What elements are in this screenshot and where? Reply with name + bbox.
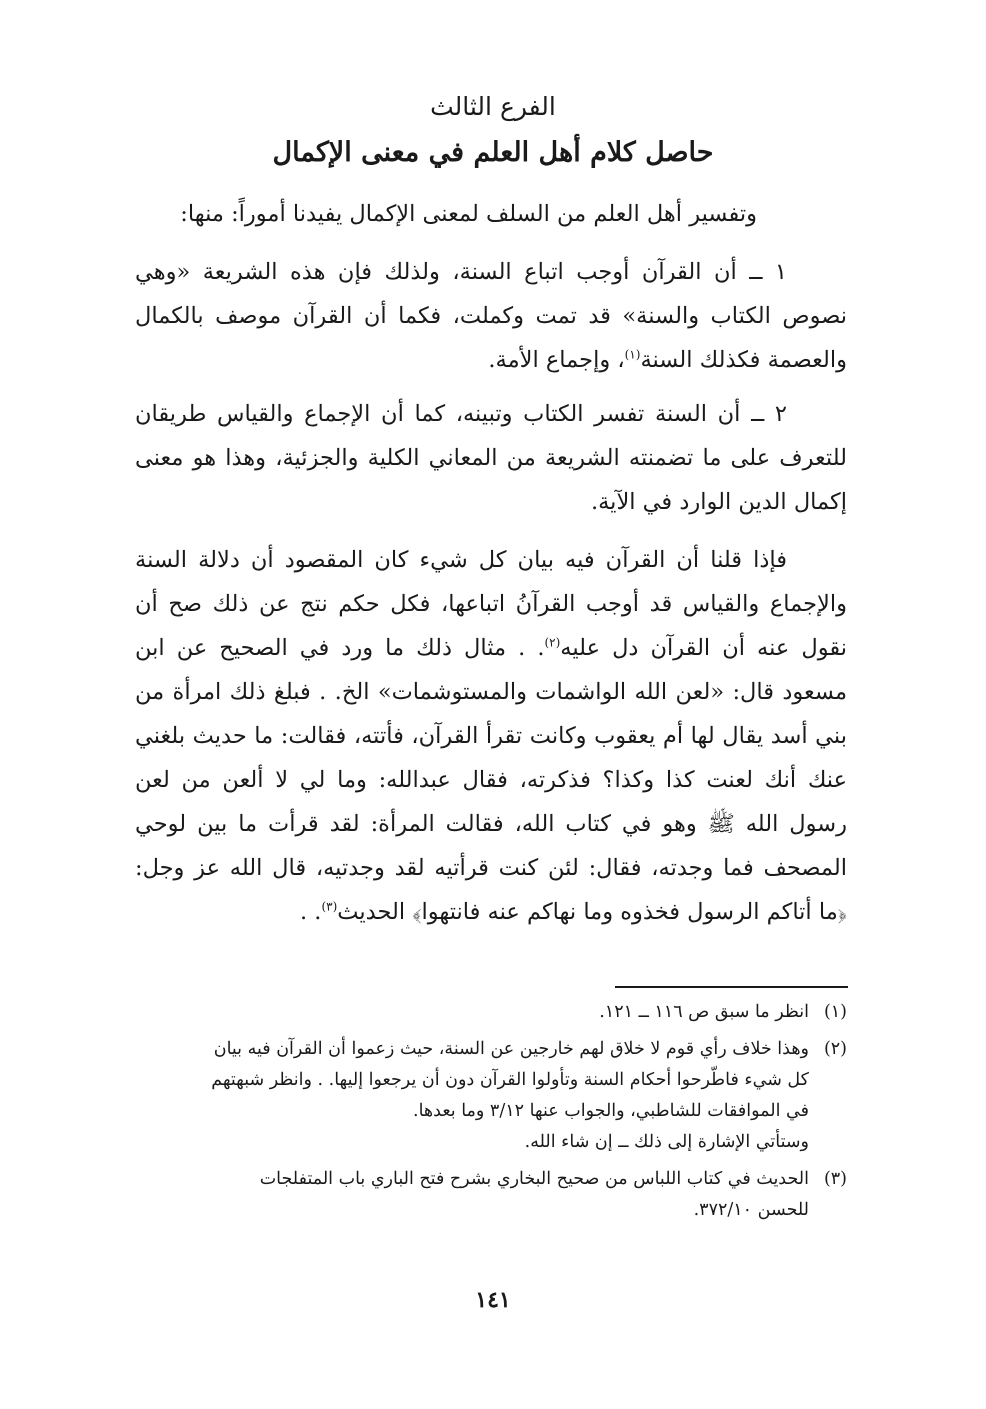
footnote-ref-2: (٢) xyxy=(544,635,561,650)
section-label: الفرع الثالث xyxy=(430,92,556,121)
paragraph-3 xyxy=(135,538,847,934)
footnote-1 xyxy=(135,997,847,1028)
paragraph-1 xyxy=(135,250,847,382)
footnote-3 xyxy=(135,1164,847,1226)
footnote-2 xyxy=(135,1034,847,1158)
footnote-line: للحسن ٣٧٢/١٠. xyxy=(693,1200,809,1220)
paragraph-3-text-a: فإذا قلنا أن القرآن فيه بيان كل شيء كان المقصود أن دلالة السنة والإجماع والقياس قد أوجب القرآنُ اتباعها، فكل حكم نتج عن ذلك صح أن نقول عنه أن القرآن دل عليه xyxy=(135,547,847,661)
footnote-line: انظر ما سبق ص ١١٦ ــ ١٢١. xyxy=(599,1002,809,1022)
footnote-line: كل شيء فاطّرحوا أحكام السنة وتأولوا القرآن دون أن يرجعوا إليها. . وانظر شبهتهم xyxy=(211,1070,809,1090)
footnote-separator xyxy=(615,986,848,988)
paragraph-1-text: ١ ــ أن القرآن أوجب اتباع السنة، ولذلك فإن هذه الشريعة «وهي نصوص الكتاب والسنة» قد تمت وكملت، فكما أن القرآن موصف بالكمال والعصمة فكذلك السنة xyxy=(135,259,847,373)
paragraph-2: ٢ ــ أن السنة تفسر الكتاب وتبينه، كما أن الإجماع والقياس طريقان للتعرف على ما تضمنته الشريعة من المعاني الكلية والجزئية، وهذا هو معنى إكمال الدين الوارد في الآية. xyxy=(135,401,847,515)
footnote-ref-1: (١) xyxy=(624,347,641,362)
chapter-heading: حاصل كلام أهل العلم في معنى الإكمال xyxy=(272,137,714,168)
footnote-ref-3: (٣) xyxy=(321,899,338,914)
footnote-number: (٣) xyxy=(823,1169,847,1189)
intro-paragraph: وتفسير أهل العلم من السلف لمعنى الإكمال يفيدنا أموراً: منها: xyxy=(180,201,757,227)
footnote-number: (١) xyxy=(823,1002,847,1022)
page-number: ١٤١ xyxy=(475,1287,511,1313)
footnote-line: الحديث في كتاب اللباس من صحيح البخاري بشرح فتح الباري باب المتفلجات xyxy=(259,1169,809,1189)
paragraph-3-text-b: . . مثال ذلك ما ورد في الصحيح عن ابن مسعود قال: «لعن الله الواشمات والمستوشمات» الخ. . فبلغ ذلك امرأة من بني أسد يقال لها أم يعقوب وكانت تقرأ القرآن، فأتته، فقالت: ما حديث بلغني عنك أنك لعنت كذا وكذا؟ فذكرته، فقال عبدالله: وما لي لا ألعن من لعن رسول الله ﷺ وهو في كتاب الله، فقالت المرأة: لقد قرأت ما بين لوحي المصحف فما وجدته، فقال: لئن كنت قرأتيه لقد وجدتيه، قال الله عز وجل: ﴿ما أتاكم الرسول فخذوه وما نهاكم عنه فانتهوا﴾ الحديث xyxy=(135,635,847,925)
footnote-line: وهذا خلاف رأي قوم لا خلاق لهم خارجين عن السنة، حيث زعموا أن القرآن فيه بيان xyxy=(213,1039,809,1059)
footnotes xyxy=(135,997,847,1226)
footnote-line: في الموافقات للشاطبي، والجواب عنها ٣/١٢ وما بعدها. xyxy=(413,1101,809,1121)
footnote-line: وستأتي الإشارة إلى ذلك ــ إن شاء الله. xyxy=(524,1132,809,1152)
footnote-number: (٢) xyxy=(823,1039,847,1059)
paragraph-3-text-c: . . xyxy=(300,899,322,925)
paragraph-1-end: ، وإجماع الأمة. xyxy=(488,347,625,373)
